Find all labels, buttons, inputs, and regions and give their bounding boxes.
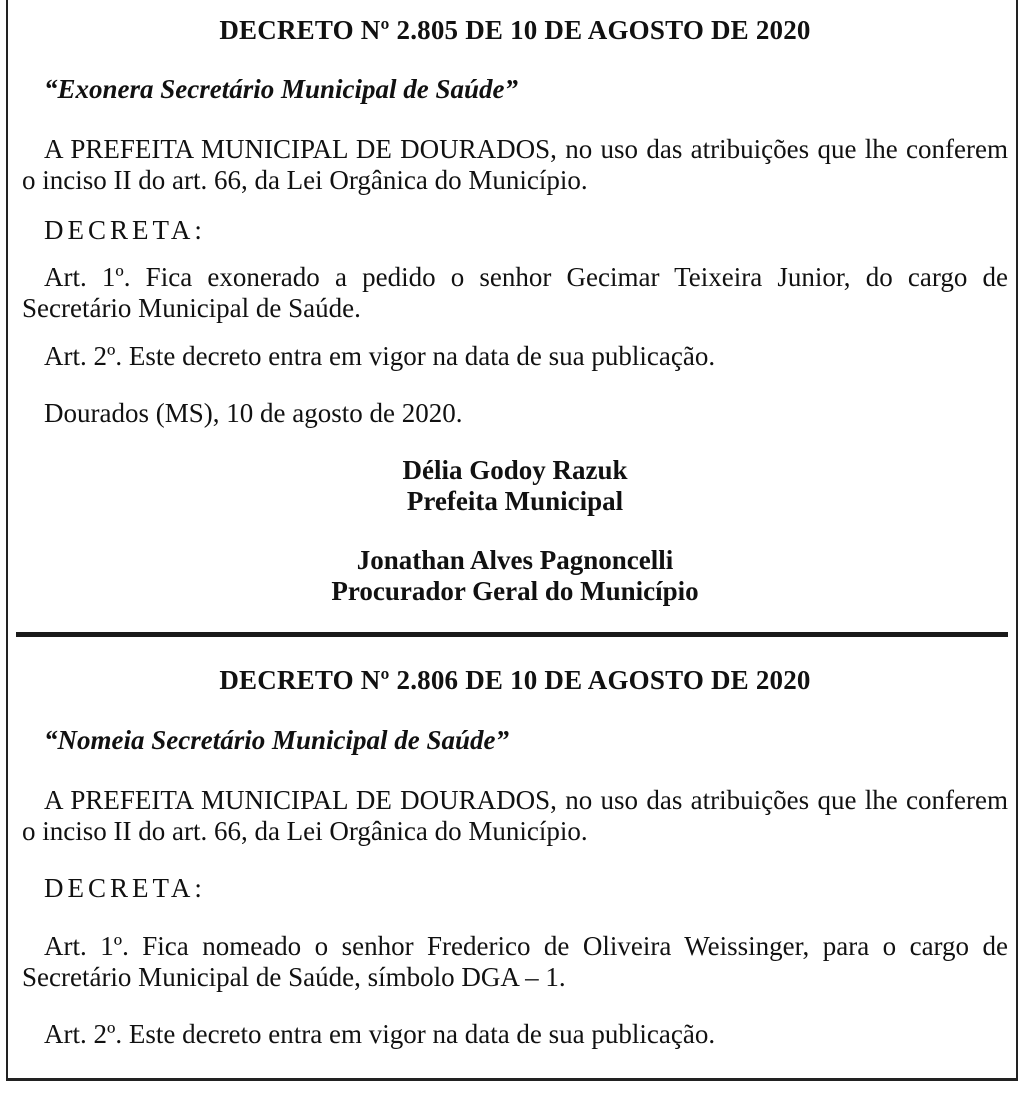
signer1-name: Délia Godoy Razuk	[402, 455, 628, 485]
decree1-signature-2	[22, 545, 1008, 607]
decree1-article-1: Art. 1º. Fica exonerado a pedido o senhor Gecimar Teixeira Junior, do cargo de Secretário Municipal de Saúde.	[22, 262, 1008, 323]
section-divider	[16, 632, 1008, 637]
decree1-art1-block	[22, 262, 1008, 324]
page-border-left	[6, 0, 8, 1080]
signer2-name: Jonathan Alves Pagnoncelli	[356, 545, 674, 575]
decree2-art1-block	[22, 931, 1008, 993]
page-border-right	[1016, 0, 1018, 1080]
decree1-preamble-block	[22, 134, 1008, 196]
decree2-preamble-block	[22, 785, 1008, 847]
decree1-preamble: A PREFEITA MUNICIPAL DE DOURADOS, no uso das atribuições que lhe conferem o inciso II do art. 66, da Lei Orgânica do Município.	[22, 134, 1008, 195]
decree2-article-2: Art. 2º. Este decreto entra em vigor na data de sua publicação.	[44, 1019, 716, 1049]
page-border-bottom	[6, 1078, 1018, 1081]
signer2-role: Procurador Geral do Município	[331, 576, 699, 606]
decree1-subtitle-block	[22, 73, 1008, 105]
decree2-title: DECRETO Nº 2.806 DE 10 DE AGOSTO DE 2020	[219, 665, 811, 695]
decree1-decreta: DECRETA:	[44, 215, 206, 245]
decree1-art2-block	[22, 341, 1008, 372]
decree1-article-2: Art. 2º. Este decreto entra em vigor na data de sua publicação.	[44, 341, 716, 371]
decree1-title-block	[22, 14, 1008, 46]
decree2-preamble: A PREFEITA MUNICIPAL DE DOURADOS, no uso das atribuições que lhe conferem o inciso II do art. 66, da Lei Orgânica do Município.	[22, 785, 1008, 846]
decree2-title-block	[22, 664, 1008, 696]
decree1-title: DECRETO Nº 2.805 DE 10 DE AGOSTO DE 2020	[219, 15, 811, 45]
decree1-signature-1	[22, 455, 1008, 517]
decree2-article-1: Art. 1º. Fica nomeado o senhor Frederico de Oliveira Weissinger, para o cargo de Secretário Municipal de Saúde, símbolo DGA – 1.	[22, 931, 1008, 992]
decree2-subtitle-block	[22, 724, 1008, 756]
decree1-place-date-block	[22, 398, 1008, 429]
decree2-decreta: DECRETA:	[44, 873, 206, 903]
decree1-subtitle: “Exonera Secretário Municipal de Saúde”	[44, 74, 519, 104]
decree1-place-date: Dourados (MS), 10 de agosto de 2020.	[44, 398, 463, 428]
decree2-decreta-block	[22, 873, 1008, 904]
signer1-role: Prefeita Municipal	[406, 486, 624, 516]
decree1-decreta-block	[22, 215, 1008, 246]
decree2-subtitle: “Nomeia Secretário Municipal de Saúde”	[44, 725, 509, 755]
decree2-art2-block	[22, 1019, 1008, 1050]
